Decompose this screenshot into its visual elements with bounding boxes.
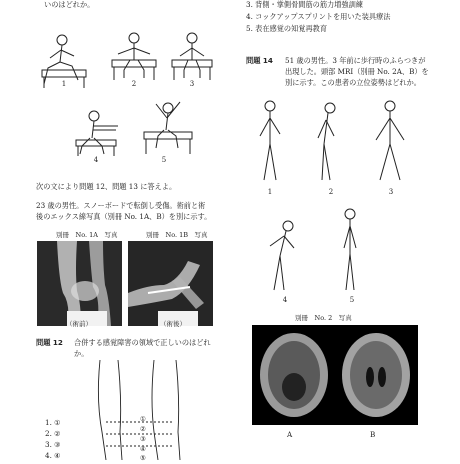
mri-panel [252, 325, 418, 425]
question-figures-sitting [20, 18, 220, 168]
question-figures-standing [240, 96, 440, 316]
standing-label-2: 2 [328, 188, 334, 196]
arm-marker-2: ② [140, 425, 146, 433]
figure-sitting-4 [76, 111, 118, 156]
xray-postop-caption: （術後） [160, 320, 186, 328]
booklet-label-1b: 別冊 No. 1B 写真 [146, 231, 208, 239]
question-12-line-2: か。 [74, 349, 89, 358]
figure-sitting-5 [144, 102, 192, 154]
figure-standing-1 [260, 101, 280, 180]
question-12-line-1: 合併する感覚障害の領域で正しいのはどれ [74, 338, 211, 347]
question-14-number: 問題 14 [246, 56, 273, 65]
figure-label-2: 2 [131, 80, 137, 88]
case-intro: 次の文により問題 12、問題 13 に答えよ。 [36, 182, 177, 191]
figure-sitting-3 [172, 33, 212, 80]
case-line-2: 後のエックス線写真（別冊 No. 1A、B）を別に示す。 [36, 212, 212, 221]
question-12-option-4[interactable]: 4. ④ [45, 451, 61, 460]
arm-sensory-diagram [92, 360, 202, 460]
figure-label-4: 4 [93, 156, 99, 164]
question-14-line-2: 出現した。頭部 MRI（別冊 No. 2A、B）を [285, 67, 429, 76]
booklet-label-1a: 別冊 No. 1A 写真 [56, 231, 118, 239]
figure-label-1: 1 [61, 80, 67, 88]
standing-label-5: 5 [349, 296, 355, 304]
figure-standing-4 [270, 221, 294, 290]
standing-label-1: 1 [267, 188, 273, 196]
figure-label-5: 5 [161, 156, 167, 164]
question-14-line-1: 51 歳の男性。3 年前に歩行時のふらつきが [285, 56, 426, 65]
question-14-line-3: 別に示す。この患者の立位姿勢はどれか。 [285, 78, 421, 87]
option-3[interactable]: 3. 背側・掌側骨間筋の筋力増強訓練 [246, 0, 363, 9]
arm-marker-4: ④ [140, 445, 146, 453]
option-4[interactable]: 4. コックアップスプリントを用いた装具療法 [246, 12, 391, 21]
standing-label-4: 4 [282, 296, 288, 304]
option-5[interactable]: 5. 表在感覚の知覚再教育 [246, 24, 328, 33]
question-stem-end: いのはどれか。 [44, 0, 95, 9]
figure-standing-5 [344, 209, 356, 290]
question-12-option-3[interactable]: 3. ③ [45, 440, 61, 449]
question-12-number: 問題 12 [36, 338, 63, 347]
case-line-1: 23 歳の男性。スノーボードで転倒し受傷。術前と術 [36, 201, 206, 210]
question-12-option-1[interactable]: 1. ① [45, 418, 61, 427]
arm-marker-3: ③ [140, 435, 146, 443]
figure-standing-3 [376, 101, 404, 180]
xray-preop [37, 241, 122, 326]
figure-sitting-2 [112, 33, 156, 80]
booklet-label-2: 別冊 No. 2 写真 [295, 314, 352, 322]
question-12-option-2[interactable]: 2. ② [45, 429, 61, 438]
arm-marker-5: ⑤ [140, 454, 146, 462]
xray-preop-caption: （術前） [66, 320, 92, 328]
xray-postop [128, 241, 213, 326]
figure-standing-2 [318, 103, 335, 180]
mri-label-a: A [287, 430, 293, 439]
standing-label-3: 3 [388, 188, 394, 196]
arm-marker-1: ① [140, 415, 146, 423]
mri-label-b: B [370, 430, 376, 439]
figure-label-3: 3 [189, 80, 195, 88]
